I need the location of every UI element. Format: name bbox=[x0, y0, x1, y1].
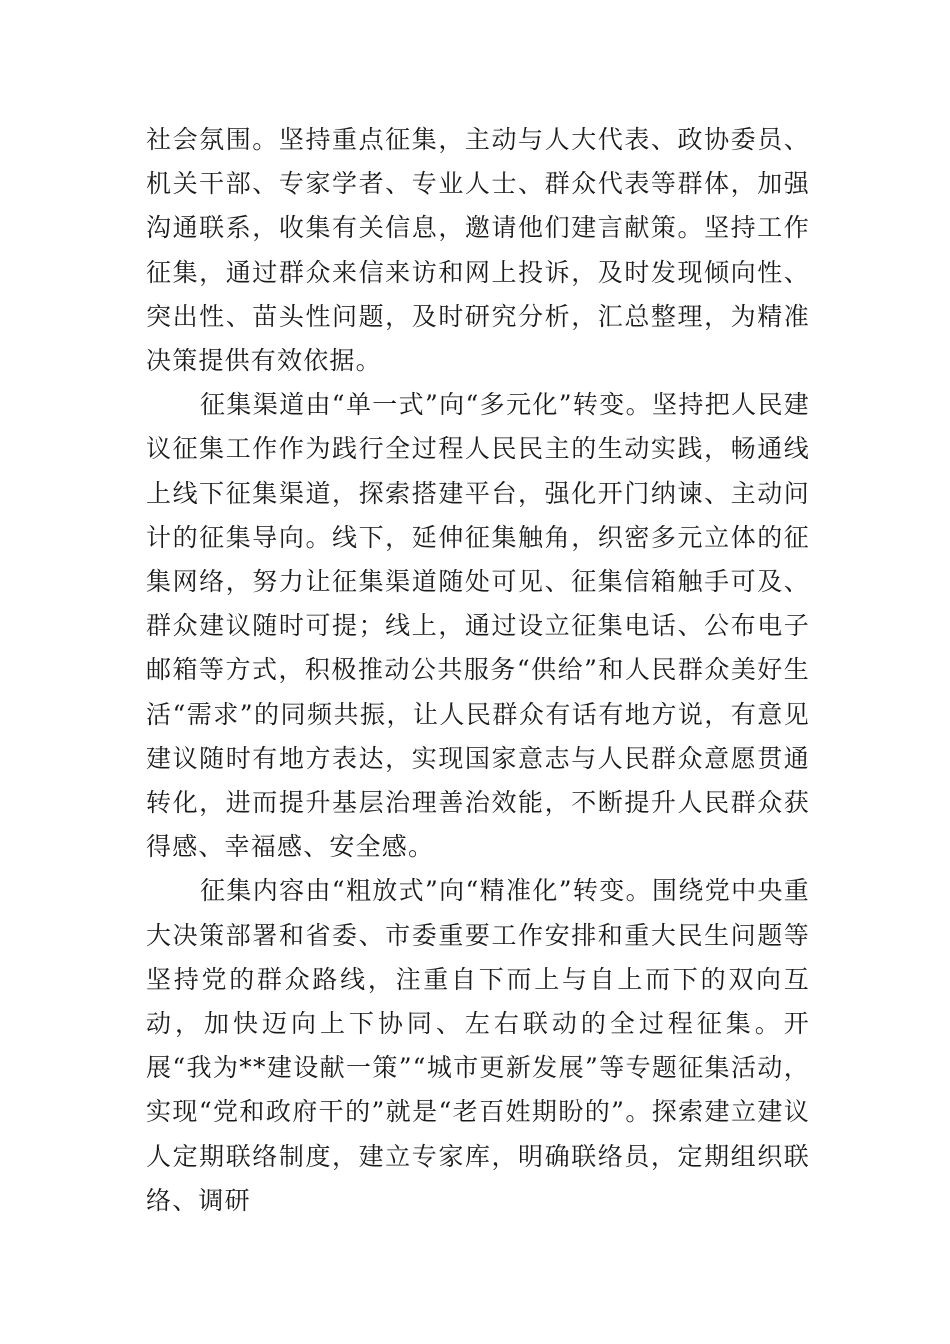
paragraph-continuation: 社会氛围。坚持重点征集，主动与人大代表、政协委员、机关干部、专家学者、专业人士、群众代表等群体，加强沟通联系，收集有关信息，邀请他们建言献策。坚持工作征集，通过群众来信来访和网上投诉，及时发现倾向性、突出性、苗头性问题，及时研究分析，汇总整理，为精准决策提供有效依据。 bbox=[146, 125, 810, 376]
document-body bbox=[146, 118, 810, 1223]
paragraph-collection-channels: 征集渠道由“单一式”向“多元化”转变。坚持把人民建议征集工作作为践行全过程人民民主的生动实践，畅通线上线下征集渠道，探索搭建平台，强化开门纳谏、主动问计的征集导向。线下，延伸征集触角，织密多元立体的征集网络，努力让征集渠道随处可见、征集信箱触手可及、群众建议随时可提；线上，通过设立征集电话、公布电子邮箱等方式，积极推动公共服务“供给”和人民群众美好生活“需求”的同频共振，让人民群众有话有地方说，有意见建议随时有地方表达，实现国家意志与人民群众意愿贯通转化，进而提升基层治理善治效能，不断提升人民群众获得感、幸福感、安全感。 bbox=[146, 390, 810, 862]
paragraph-collection-content: 征集内容由“粗放式”向“精准化”转变。围绕党中央重大决策部署和省委、市委重要工作安排和重大民生问题等坚持党的群众路线，注重自下而上与自上而下的双向互动，加快迈向上下协同、左右联动的全过程征集。开展“我为**建设献一策”“城市更新发展”等专题征集活动，实现“党和政府干的”就是“老百姓期盼的”。探索建立建议人定期联络制度，建立专家库，明确联络员，定期组织联络、调研 bbox=[146, 876, 810, 1215]
